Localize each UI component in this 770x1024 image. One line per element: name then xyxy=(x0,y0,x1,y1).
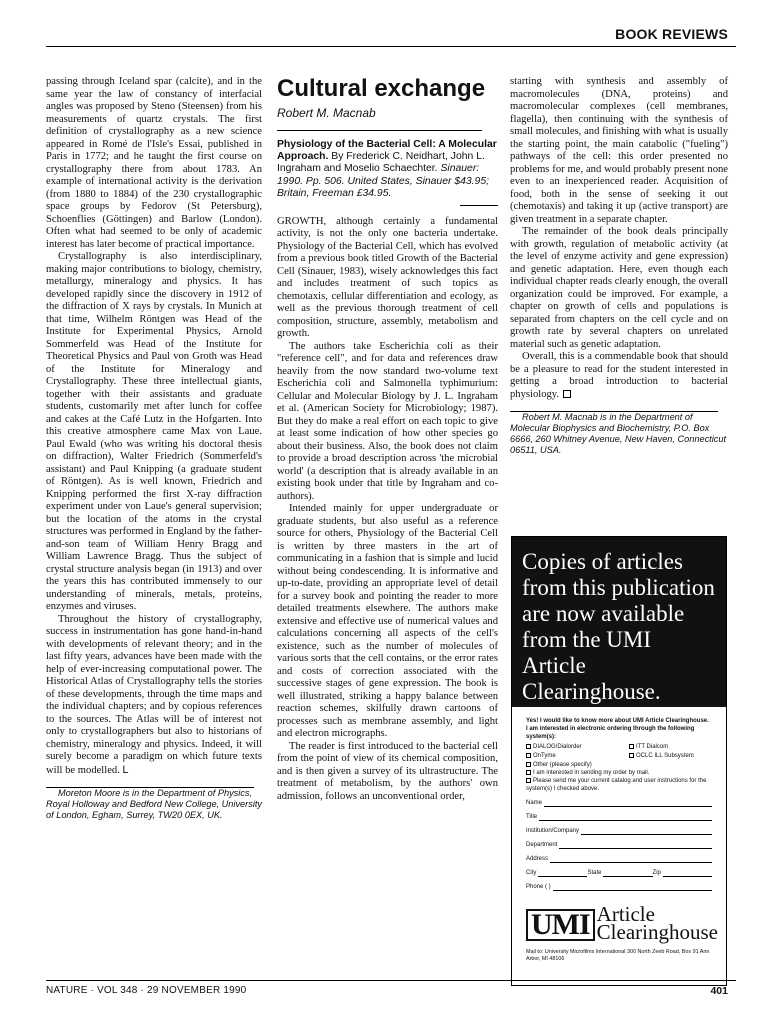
col1-paragraph-3-text: Throughout the history of crystallography, success in instrumentation has gone hand-in-hand with developments of relevant theory; and in the last fifty years, advances have been made with the help of ever-increasing computational power. The Historical Atlas of Crystallography tells the stories of these developments, through the time maps and the individual chapters; and by copious references to the sources. The Atlas will be of interest not only to crystallographers but also to historians of chemistry, mineralogy and physics. Indeed, it will surely become a paradigm on which future texts will be modelled. xyxy=(46,613,262,776)
ad-option-itt[interactable] xyxy=(629,743,668,751)
ad-department-label: Department xyxy=(526,842,558,848)
ad-headline: Copies of articles from this publication are now available from the UMI Article Clearinghouse. xyxy=(512,537,726,707)
umi-advertisement xyxy=(511,536,727,986)
ad-institution-label: Institution/Company xyxy=(526,828,580,834)
ad-intro: Yes! I would like to know more about UMI Article Clearinghouse. I am interested in electronic ordering through the following system(s): xyxy=(526,718,709,740)
col2-paragraph-4: The reader is first introduced to the bacterial cell from the point of view of its chemical composition, and is then given a survey of its ultrastructure. The treatment of metabolism, by the authors' own admission, follows an unconventional order, xyxy=(277,740,498,802)
footer-rule xyxy=(46,980,736,981)
book-reference xyxy=(277,139,498,201)
col1-paragraph-1: passing through Iceland spar (calcite), and in the same year the law of constancy of interfacial angles was proposed by Steno (Steensen) from his measurements of quartz crystals. The first definition of crystallography as a new science appeared in Romé de l'Isle's Essai, published in Paris in 1772; and he taught the first course on crystallography there from about 1783. An example of international activity is the derivation (from 1880 to 1884) of the 230 crystallographic space groups by Fedorov (St Petersburg), Schoenflies (Göttingen) and Barlow (London). Often what had seemed to be only of academic interest has later become of practical importance. xyxy=(46,76,262,250)
ad-mail-address: Mail to: University Microfilms International 300 North Zeeb Road, Box 91 Ann Arbor, MI 48106 xyxy=(526,949,710,962)
col3-paragraph-3-text: Overall, this is a commendable book that should be a pleasure to read for the student interested in getting a broad introduction to bacterial physiology. xyxy=(510,351,728,400)
ad-option-mail-label: I am interested in sending my order by mail. xyxy=(533,770,650,776)
checkbox-icon xyxy=(526,753,531,758)
col3-paragraph-1: starting with synthesis and assembly of macromolecules (DNA, proteins) and macromolecular complexes (cell membranes, flagella), then continuing with the synthesis of small molecules, and finishing with what is usually the starting point, the main catabolic ("fueling") pathways of the cell: this order presented no problems for me, and would probably present none even to an inexperienced reader. Acquisition of food, both in the sense of seeking it out (chemotaxis) and taking it up (active transport) are given treatment in a separate chapter. xyxy=(510,76,728,225)
ad-department-field[interactable] xyxy=(526,841,712,849)
ad-option-dialog-label: DIALOG/Dialorder xyxy=(533,744,582,750)
umi-logo xyxy=(526,902,718,944)
ad-option-catalog[interactable] xyxy=(526,777,712,793)
end-box-icon xyxy=(563,390,571,398)
ad-name-label: Name xyxy=(526,800,543,806)
title-rule xyxy=(277,130,482,131)
book-authors: By Frederick C. Neidhart, John L. Ingraham and Moselio Schaechter. xyxy=(277,150,485,175)
ad-state-label: State xyxy=(587,870,602,876)
ad-option-oclc-label: OCLC ILL Subsystem xyxy=(636,753,694,759)
reviewer-bio-macnab: Robert M. Macnab is in the Department of Molecular Biophysics and Biochemistry, P.O. Box 6666, 260 Whitney Avenue, New Haven, Connecticut 06511, USA. xyxy=(510,412,727,455)
header-rule xyxy=(46,46,736,47)
checkbox-icon xyxy=(526,744,531,749)
article-author: Robert M. Macnab xyxy=(277,106,376,120)
ad-option-other[interactable] xyxy=(526,761,712,769)
ad-option-mail[interactable] xyxy=(526,769,712,777)
ad-order-form xyxy=(512,707,726,963)
article-title: Cultural exchange xyxy=(277,75,486,102)
page-number: 401 xyxy=(710,985,728,997)
ad-option-ontyme-label: OnTyme xyxy=(533,753,556,759)
checkbox-icon xyxy=(526,778,531,783)
umi-logo-mark: UMI xyxy=(526,909,595,941)
section-title: BOOK REVIEWS xyxy=(615,26,728,42)
umi-logo-text: Article Clearinghouse xyxy=(596,902,718,944)
checkbox-icon xyxy=(526,762,531,767)
column-3 xyxy=(510,76,728,456)
ad-option-dialog[interactable] xyxy=(526,743,619,751)
bookref-rule xyxy=(460,205,498,206)
ad-option-itt-label: ITT Dialcom xyxy=(636,744,669,750)
col2-paragraph-2: The authors take Escherichia coli as their "reference cell", and for data and references draw heavily from the now standard two-volume text Escherichia coli and Salmonella typhimurium: Cellular and Molecular Biology by J. L. Ingraham et al. (American Society for Microbiology; 1987). But they do make a real effort on each topic to give at least some indication of how other species go about their business. Also, the book does not claim to provide a broad description across 'the microbial world' (a description that is already available in an existing book under that title by Ingraham and co-authors). xyxy=(277,340,498,502)
ad-city-label: City xyxy=(526,870,537,876)
book-title: Physiology of the Bacterial Cell: A Molecular Approach. xyxy=(277,138,497,162)
ad-option-oclc[interactable] xyxy=(629,752,694,760)
ad-city-state-zip[interactable] xyxy=(526,869,712,877)
ad-institution-field[interactable] xyxy=(526,827,712,835)
checkbox-icon xyxy=(526,770,531,775)
col3-paragraph-3 xyxy=(510,351,728,401)
col2-paragraph-3: Intended mainly for upper undergraduate or graduate students, but also useful as a reference source for others, Physiology of the Bacterial Cell is written by three masters in the art of communicating in a fashion that is simple and lucid without being condescending. It is informative and up-to-date, providing an appropriate level of detail for a survey book and pointing the reader to more detailed treatments elsewhere. The authors make extensive and effective use of numerical values and calculations concerning all aspects of the cell's existence, such as the number of molecules of various sorts that the cell contains, or the error rates and costs of correction associated with the successive stages of gene expression. The book is well illustrated, striking a happy balance between reaction schemes, skilfully drawn cartoons of processes such as membrane assembly, and light and electron micrographs. xyxy=(277,503,498,740)
col2-paragraph-1: GROWTH, although certainly a fundamental activity, is not the only one bacteria undertake. Physiology of the Bacterial Cell, which has evolved from a previous book titled Growth of the Bacterial Cell (Sinauer, 1983), wisely acknowledges this fact and includes treatment of such topics as chemotaxis, cellular differentiation and ecology, as well as the previous thorough treatment of cell composition, structure, assembly, metabolism and growth. xyxy=(277,215,498,340)
ad-address-field[interactable] xyxy=(526,855,712,863)
end-mark: L xyxy=(122,763,129,776)
checkbox-icon xyxy=(629,753,634,758)
col1-paragraph-2: Crystallography is also interdisciplinary, making major contributions to biology, chemistry, metallurgy, mineralogy and physics. It has developed rapidly since the discovery in 1912 of the diffraction of X rays by crystals. In Munich at that time, Wilhelm Röntgen was Head of the Institute for Experimental Physics, Arnold Sommerfeld was Head of the Institute for Theoretical Physics and Paul von Groth was Head of the Institute for Mineralogy and Crystallography. These three intellectual giants, together with their assistants and graduate students, customarily met after lunch for coffee and cakes at the Café Lutz in the Hofgarten. Into this creative atmosphere came Max von Laue. Paul Ewald (who was writing his doctoral thesis on diffraction), Walter Friedrich (Sommerfeld's assistant) and Paul Knipping (a graduate student of Röntgen). As is well known, Friedrich and Knipping performed the first X-ray diffraction experiment under von Laue's general supervision; but the location of the atoms in the crystal structures was performed in England by the father-and-son team of William Henry Bragg and William Lawrence Bragg. Thus the subject of crystal structure analysis began (in 1913) and over the years this has contributed immensely to our understanding of minerals, metals, proteins, enzymes and viruses. xyxy=(46,251,262,612)
ad-phone-label: Phone ( ) xyxy=(526,884,551,890)
ad-option-catalog-label: Please send me your current catalog and user instructions for the system(s) I checked above. xyxy=(526,778,707,792)
ad-option-row-1 xyxy=(526,743,712,751)
book-publisher: Sinauer: 1990. Pp. 506. United States, Sinauer $43.95; Britain, Freeman £34.95. xyxy=(277,163,490,200)
ad-title-field[interactable] xyxy=(526,813,712,821)
ad-option-row-2 xyxy=(526,752,712,760)
reviewer-bio-moore: Moreton Moore is in the Department of Physics, Royal Holloway and Bedford New College, University of London, Egham, Surrey, TW20 0EX, UK. xyxy=(46,788,263,820)
ad-phone-field[interactable] xyxy=(526,883,712,891)
column-2 xyxy=(277,76,498,803)
ad-title-label: Title xyxy=(526,814,538,820)
checkbox-icon xyxy=(629,744,634,749)
ad-address-label: Address xyxy=(526,856,549,862)
col3-paragraph-2: The remainder of the book deals principally with growth, regulation of metabolic activity (at the level of enzyme activity and gene expression) and genetic adaptation. Here, even though each individual chapter reads clearly enough, the overall organization could be improved. For example, a chapter on growth of cells and populations is separated from chapters on the cell cycle and on growth rate by several chapters on unrelated material such as genetic adaptation. xyxy=(510,226,728,350)
ad-name-field[interactable] xyxy=(526,799,712,807)
ad-option-other-label: Other (please specify) xyxy=(533,762,592,768)
journal-citation: NATURE · VOL 348 · 29 NOVEMBER 1990 xyxy=(46,985,247,996)
col1-paragraph-3 xyxy=(46,614,262,778)
ad-zip-label: Zip xyxy=(652,870,661,876)
column-1 xyxy=(46,76,262,821)
ad-option-ontyme[interactable] xyxy=(526,752,619,760)
